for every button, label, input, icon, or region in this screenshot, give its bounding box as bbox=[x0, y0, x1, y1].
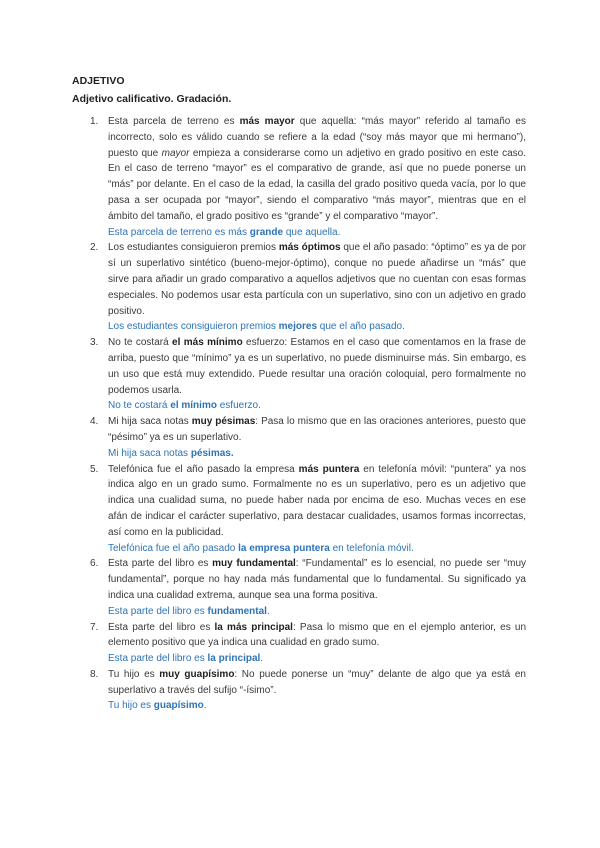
correction: Los estudiantes consiguieron premios mejores que el año pasado. bbox=[108, 321, 405, 333]
incorrect-form: más óptimos bbox=[278, 242, 341, 254]
incorrect-form: muy pésimas bbox=[191, 416, 256, 428]
incorrect-form: más puntera bbox=[298, 463, 360, 475]
list-item bbox=[90, 114, 526, 240]
correct-form: el mínimo bbox=[170, 400, 217, 412]
list-item bbox=[90, 556, 527, 619]
correction: Esta parcela de terreno es más grande que aquella. bbox=[108, 226, 341, 238]
item-text: Telefónica fue el año pasado la empresa más puntera en telefonía móvil: “puntera” ya nos indica algo en un grado sumo. Formalmente no es un superlativo, pero es un adjetivo que indica una cualidad suma, no puede haber nada por encima de eso. Muchas veces en ese afán de indicar el carácter superlativo, para destacar cualidades, usamos formas incorrectas, así como en la publicidad. bbox=[108, 463, 526, 538]
item-number: 3. bbox=[90, 337, 99, 349]
item-text: Esta parte del libro es la más principal: Pasa lo mismo que en el ejemplo anterior, es un elemento positivo que ya indica una cualidad en grado sumo. bbox=[108, 621, 526, 649]
correct-form: fundamental bbox=[207, 605, 267, 617]
exercise-list bbox=[90, 114, 527, 714]
item-text: No te costará el más mínimo esfuerzo: Estamos en el caso que comentamos en la frase de arriba, puesto que “mínimo” ya es un superlativo, no puede disminuirse más. Sin embargo, es un uso que está muy extendido. Puede resultar una oración coloquial, pero formalmente no podemos usarla. bbox=[108, 337, 526, 396]
correction: Tu hijo es guapísimo. bbox=[108, 700, 207, 712]
item-number: 1. bbox=[90, 116, 99, 127]
item-number: 6. bbox=[90, 558, 99, 570]
item-text: Tu hijo es muy guapísimo: No puede ponerse un “muy” delante de algo que ya está en superlativo a través del sufijo “-ísimo”. bbox=[108, 668, 526, 696]
item-text: Esta parte del libro es muy fundamental: “Fundamental” es lo esencial, no puede ser “muy fundamental”, porque no hay nada más fundamental que lo fundamental. Su significado ya indica una cualidad extrema, aunque sea una forma positiva. bbox=[108, 558, 527, 601]
item-number: 2. bbox=[90, 242, 99, 254]
correct-form: la empresa puntera bbox=[238, 542, 330, 554]
header bbox=[72, 72, 231, 108]
incorrect-form: más mayor bbox=[239, 116, 295, 127]
correction: Esta parte del libro es la principal. bbox=[108, 653, 264, 665]
item-text: Mi hija saca notas muy pésimas: Pasa lo mismo que en las oraciones anteriores, puesto que “pésimo” ya es un superlativo. bbox=[108, 416, 526, 443]
correction: Mi hija saca notas pésimas. bbox=[108, 447, 234, 459]
list-item bbox=[90, 335, 526, 414]
list-item bbox=[90, 240, 526, 335]
incorrect-form: muy fundamental bbox=[212, 558, 296, 570]
list-item bbox=[90, 462, 526, 557]
incorrect-form: muy guapísimo bbox=[159, 668, 235, 680]
correction: Esta parte del libro es fundamental. bbox=[108, 605, 270, 617]
correct-form: la principal bbox=[207, 653, 261, 665]
item-text: Los estudiantes consiguieron premios más óptimos que el año pasado: “óptimo” es ya de por sí un superlativo sintético (bueno-mejor-óptimo), conque no puede añadirse un “más” que sirve para añadir un grado comparativo a aquellos adjetivos que no cuentan con esas formas especiales. No podemos usar esta partícula con un superlativo, sino con un adjetivo en grado positivo. bbox=[108, 242, 526, 317]
section-subtitle: Adjetivo calificativo. Gradación. bbox=[72, 93, 232, 105]
correct-form: pésimas. bbox=[190, 447, 234, 459]
section-title: ADJETIVO bbox=[72, 75, 125, 87]
item-text: Esta parcela de terreno es más mayor que aquella: “más mayor” referido al tamaño es incorrecto, solo es válido cuando se refiere a la edad (“soy más mayor que mi hermano”), puesto que mayor empieza a considerarse como un adjetivo en grado positivo en este caso. En el caso de terreno “mayor” es el comparativo de grande, así que no puede ponerse un “más” por delante. En el caso de la edad, la casilla del grado positivo queda vacía, por lo que pasa a ser ocupada por “mayor”, siendo el comparativo “más mayor”, mientras que en el ámbito del tamaño, el grado positivo es “grande” y el comparativo “mayor”. bbox=[108, 116, 526, 222]
correction: Telefónica fue el año pasado la empresa puntera en telefonía móvil. bbox=[108, 542, 414, 554]
item-number: 7. bbox=[90, 621, 99, 633]
correct-form: grande bbox=[249, 226, 284, 238]
list-item bbox=[90, 667, 526, 714]
item-number: 4. bbox=[90, 416, 99, 428]
correction: No te costará el mínimo esfuerzo. bbox=[108, 400, 261, 412]
item-number: 8. bbox=[90, 668, 99, 680]
list-item bbox=[90, 414, 526, 461]
list-item bbox=[90, 620, 526, 667]
incorrect-form: el más mínimo bbox=[172, 337, 243, 349]
incorrect-form: la más principal bbox=[214, 621, 293, 633]
item-number: 5. bbox=[90, 463, 99, 475]
correct-form: guapísimo bbox=[153, 700, 204, 712]
correct-form: mejores bbox=[278, 321, 318, 333]
